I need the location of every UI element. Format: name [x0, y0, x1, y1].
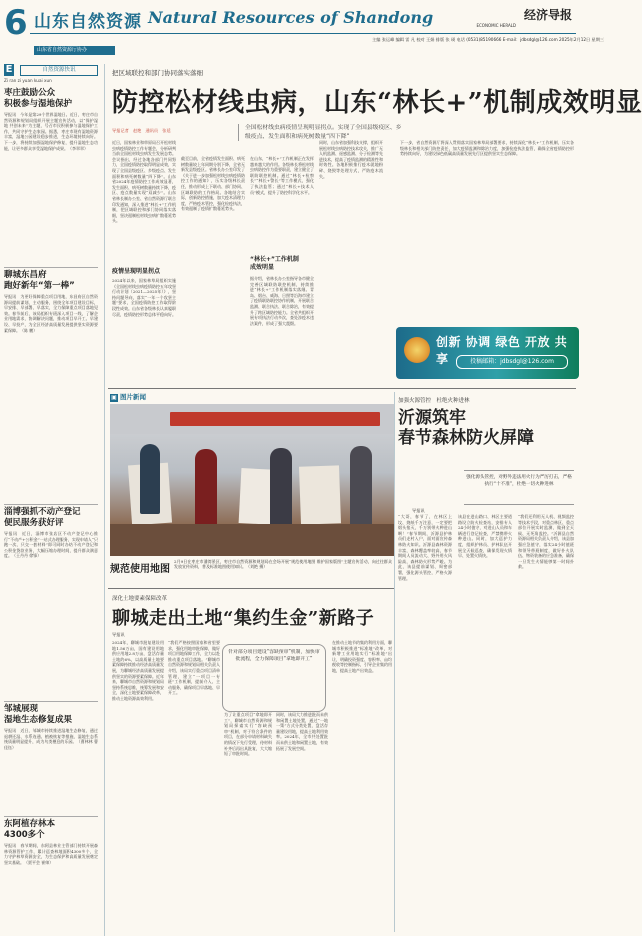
- photo-title: 规范使用地图: [110, 564, 170, 575]
- column-logo-sub: Zi ran zi yuan kuai xun: [4, 78, 52, 83]
- bottom-headline: 聊城走出土地“集约生金”新路子: [112, 608, 375, 629]
- lead-text-col: 在山东，“林长+”工作机制正在发挥越来越大的作用。各级林长将松材线虫病防控作为重要职责，建立健全了联防联控机制。通过“林长+检察长”“林长+警长”等工作模式，强化了执法监管；通过“林长+技术人员”模式，提升了防控科学化水平。: [250, 156, 314, 195]
- right-text-col: 该县在进山路口、林区主要道路设立防火检查站，安排专人24小时值守，对进山人员和车辆进行登记检查，严禁携带火种进山。同时，加大巡护力度，组织护林员、护林队伍开展全天候巡查，确保发现火情早、处置火情快。: [458, 514, 512, 559]
- bottom-text-col: 为了让重点项目“拿地即开工”，聊城市自然资源和规划局探索实行“容缺预审”机制，对于符合条件的项目，在部分申请材料缺失的情况下先行受理，待材料补齐后再出具批复，大大缩短了审批时间。: [224, 712, 272, 757]
- lead-text-col: 近日，国家林业和草原局召开松材线虫病疫情防控工作专题会，分析研判当前全国松材线虫病发生发展态势。会议指出，经过各地各部门共同努力，全国疫情防控取得明显成效，实现了全国县级疫区、乡级疫点、发生面积和病死树数量“四下降”。山东省2024年疫情防控工作成效显著，发生面积、病死树数量持续下降，疫区、疫点数量实现“双减少”。山东省林长制办公室、省自然资源厅联合印发通知，深入推进“林长+”工作机制，把区域联控和部门协同落实落细，坚决遏制松材线虫病扩散蔓延势头。: [112, 140, 176, 224]
- section-title-en: Natural Resources of Shandong: [148, 8, 434, 27]
- divider: [4, 504, 98, 505]
- lead-summary: 全国松材线虫病疫情呈现明显拐点。实现了全国县级疫区、乡级疫点、发生面积和病死树数量“四下降”: [238, 124, 403, 141]
- brief-title: 淄博强抓不动产登记 便民服务获好评: [4, 507, 81, 528]
- column-logo-text: 自然资源快讯: [20, 65, 98, 76]
- brief-body: 导报讯 近日，淄博市张店区不动产登记中心推行“不动产+公积金”一站式办理服务，实现申请人“只跑一次、只交一套材料”即可同时办结不动产登记和公积金贷款业务，大幅压缩办理时间，提升群众满意度。（王丹丹 徐锋）: [4, 531, 98, 559]
- editor-bar: 山东省自然资源厅协办: [34, 46, 115, 55]
- brief-item: [4, 88, 98, 264]
- column-logo-icon: E: [5, 64, 13, 75]
- divider: [108, 388, 576, 389]
- slogan-banner: [396, 327, 579, 379]
- sun-icon: [404, 337, 430, 363]
- lead-text-col: 2024年以来，国家林草局组织实施《全国松材线虫病疫情防控五年攻坚行动计划（2021—2025年）》，坚持问题导向，落实“一年一个攻坚主题”要求，全国疫情防控工作取得阶段性成效。山东省各级林长认真履职尽责，疫情防控形势总体平稳向好。: [112, 278, 176, 317]
- lead-text-col: 截至目前，全省疫情发生面积、病死树数量较上年同期分别下降，全省无新发县级疫区。省林长办公室印发了《关于进一步加强松材线虫病疫情防控工作的通知》，压实各级林长责任，推动形成上下联动、部门协同、区域联防的工作格局。各地结合实际，创新防控措施，加大疫木清理力度，严格疫木管控，强化检疫执法，有效遏制了疫情扩散蔓延势头。: [181, 156, 245, 212]
- bottom-text-col: 2024年，聊城市批复建设用地1.56万亩，国有建设用地供应用地2.8万亩，盘活存量土地约6%，以高质量土地要素保障持续推动经济高质量发展，为聊城经济高质量发展提供坚实的资源要素保障。近年来，聊城市自然资源和规划局坚持系统思维，统筹发展和安全，深化土地要素保障改革，推动土地资源高效利用。: [112, 640, 164, 701]
- brief-title: 东阿植存林本 4300多个: [4, 819, 56, 840]
- slogan-text: 创新 协调 绿色 开放 共享: [436, 335, 568, 366]
- brief-body: 导报讯 为更好保障重点项目用地，东昌府区自然资源局提前谋划、主动服务，围绕全年项目建设目标，早安排、早部署、早落实，全力保障重点项目落地见效。春节前后，该局组织专班深入项目一线，了解企业用地需求，协调解决问题，推动项目早开工、早建设、早投产，为全区经济高质量发展提供坚实资源要素保障。（陈 鹏）: [4, 294, 98, 333]
- newspaper-name-cn: 经济导报: [523, 8, 572, 22]
- brief-item: [4, 507, 98, 691]
- brief-title: 聊城东昌府 跑好新年“第一棒”: [4, 270, 75, 291]
- brief-item: [4, 704, 98, 814]
- brief-title: 枣庄鼓励公众 积极参与湿地保护: [4, 88, 73, 109]
- lead-text-col: 同时，山东省加强科技支撑，组织开展松材线虫病防控技术攻关，推广无人机监测、遥感监测、分子检测等先进技术，提高了疫情监测的精准性和时效性。各地积极推行疫木就地粉碎、烧毁等处理方式，严防疫木流失。: [319, 140, 383, 179]
- photo-caption: 2月9日在枣庄市潘湾景区，枣庄市自然资源和规划局在会场开展“规范使用地图 维护国家版图”主题宣传活动，向过往群众发放宣传资料，普及标准地图使用知识。（刘艳 摄）: [174, 559, 392, 570]
- brief-item: [4, 270, 98, 496]
- lead-byline: 导报记者 赵艳 通讯员 张延: [112, 128, 171, 133]
- right-text-col: “大哥，春节了，在林区上坟、烧纸千万注意，一定要把烟头掐灭，千万别带火种进山啊！”春节期间，沂源县护林员们走村入户，面对面宣传森林防火知识。沂源县森林资源丰富，森林覆盖率较高，春节期间人员流动大、野外用火风险高，森林防火形势严峻。为此，该县提前谋划、周密部署，强化源头管控，严格火源管理。: [398, 514, 452, 581]
- photo-news: [110, 392, 394, 582]
- divider: [4, 816, 98, 817]
- bottom-text-col: 在推动土地节约集约利用方面，聊城市积极推进“标准地”改革，对新增工业用地实行“标准地”出让，明确投资强度、容积率、亩均税收等控制指标，引导企业集约用地，提高土地产出效益。: [332, 640, 392, 673]
- brief-body: 导报讯 今年是第29个世界湿地日。近日，枣庄市自然资源和规划局组织开展主题宣传活动，以“保护湿地 共创未来”为主题，号召市民积极参与湿地保护工作，共同守护生态家园。据悉，枣庄市现有湿地资源丰富，湿地公园建设稳步推进，生态环境持续向好。下一步，将持续加强湿地保护修复，提升湿地生态功能，让更多群众享受湿地保护成果。（李翠翠）: [4, 112, 98, 151]
- lead-text-col: 下一步，省自然资源厅将深入贯彻落实国家林草局部署要求，持续深化“林长+”工作机制，压实各级林长和相关部门防控责任，加大疫情监测和除治力度，加强检疫执法监管，确保全省疫情防控形势持续向好，为建设绿色低碳高质量发展先行区提供坚实生态保障。: [400, 140, 574, 157]
- bottom-byline: 导报讯: [112, 632, 125, 637]
- publication-info: 主编 张运峰 编辑 雷 凡 校对 王娟 排版 张 瑛 电话 (0531)85190666 E-mail：jdbsdgl@126.com 2025年2月12日 星期三: [372, 37, 605, 42]
- right-text-col: “我们还利用无人机、视频监控等技术手段，对重点林区、重点部位开展实时监测，做到全天候、无死角监控。”沂源县自然资源局相关负责人介绍，该县加强应急值守，落实24小时值班和领导带班制度，做好扑火队伍、物资装备的应急准备，确保一旦发生火情能够第一时间扑救。: [518, 514, 574, 570]
- newspaper-name-en: ECONOMIC HERALD: [476, 23, 516, 28]
- brief-item: [4, 819, 98, 931]
- divider: [4, 701, 98, 702]
- right-headline: 沂源筑牢 春节森林防火屏障: [398, 408, 534, 448]
- bottom-kicker: 深化土地要素保障改革: [112, 596, 168, 602]
- submission-email: 投稿邮箱：jdbsdgl@126.com: [456, 355, 568, 369]
- brief-body: 导报讯 近日，邹城市持续推进湿地生态修复，通过退耕还湿、水系连通、植被恢复等措施，湿地生态系统质量明显提升，成为鸟类栖息的乐园。（曹林林 曹佳钰）: [4, 728, 98, 750]
- left-news-column: [0, 64, 105, 936]
- lead-text-col: 据介绍，省林长办公室指导各市健全完善区域联防联控机制，持续推进“林长+”工作机制落实落细。青岛、烟台、威海、日照等沿海市建立了疫情联防联控协作机制，开展联合监测、联合执法、联合除治，有效提升了跨区域防控能力。全省共组织开展专项执法行动多次，查处涉疫木违法案件，形成了强大震慑。: [250, 276, 314, 326]
- photo-news-label: ▣ 图片新闻: [111, 393, 146, 401]
- lead-subhead: “林长+”工作机制 成效明显: [250, 256, 299, 271]
- right-byline: 导报讯: [412, 508, 425, 513]
- camera-icon: ▣: [111, 394, 117, 401]
- bottom-text-col: 同时，该局大力推进批而未供和闲置土地处置，通过“一地一策”方式分类处置，盘活存量建设用地，提高土地利用效率。2024年，全市共处置批而未供土地和闲置土地，有效拓展了发展空间。: [276, 712, 328, 751]
- event-photo: [110, 404, 394, 556]
- right-summary-box: 强化源头管控，对野外违法用火行为严厉打击，严格执行“十不准”，杜绝一切火种进林: [464, 470, 574, 505]
- page-number: 6: [4, 3, 28, 43]
- lead-headline: 防控松材线虫病，山东“林长+”机制成效明显: [112, 88, 642, 118]
- bottom-text-col: “我们严格按照国家和省里要求，强化用地审批保障，做好项目用地保障工作，全力以赴推动重点项目落地。”聊城市自然资源和规划局相关负责人介绍，该局实行重点项目清单管理，建立“一项目一专班”工作机制，提前介入、主动服务，确保项目早落地、早开工。: [168, 640, 220, 696]
- brief-body: 导报讯 春节期间，东阿县林业主管部门持续开展森林资源管护工作，累计巡查林地面积4300多个，全力守护林草资源安全，为生态保护和高质量发展奠定坚实基础。（贾平会 崔帅）: [4, 843, 98, 865]
- section-title-cn: 山东自然资源: [34, 12, 142, 32]
- divider: [108, 588, 394, 589]
- bottom-summary-box: 针对部分项目建设“容缺预审”机制，加快审批流程，全力保障项目“拿地即开工”: [222, 644, 326, 712]
- column-logo: [4, 64, 96, 86]
- header-rule: [30, 33, 576, 34]
- lead-subhead: 疫情呈现明显拐点: [112, 268, 161, 275]
- lead-kicker: 把区域联控和部门协同落实落细: [112, 69, 203, 77]
- column-divider: [394, 392, 395, 932]
- right-kicker: 加强火源管控 杜绝火种进林: [398, 398, 470, 404]
- divider: [4, 267, 98, 268]
- brief-title: 邹城展现 湿地生态修复成果: [4, 704, 73, 725]
